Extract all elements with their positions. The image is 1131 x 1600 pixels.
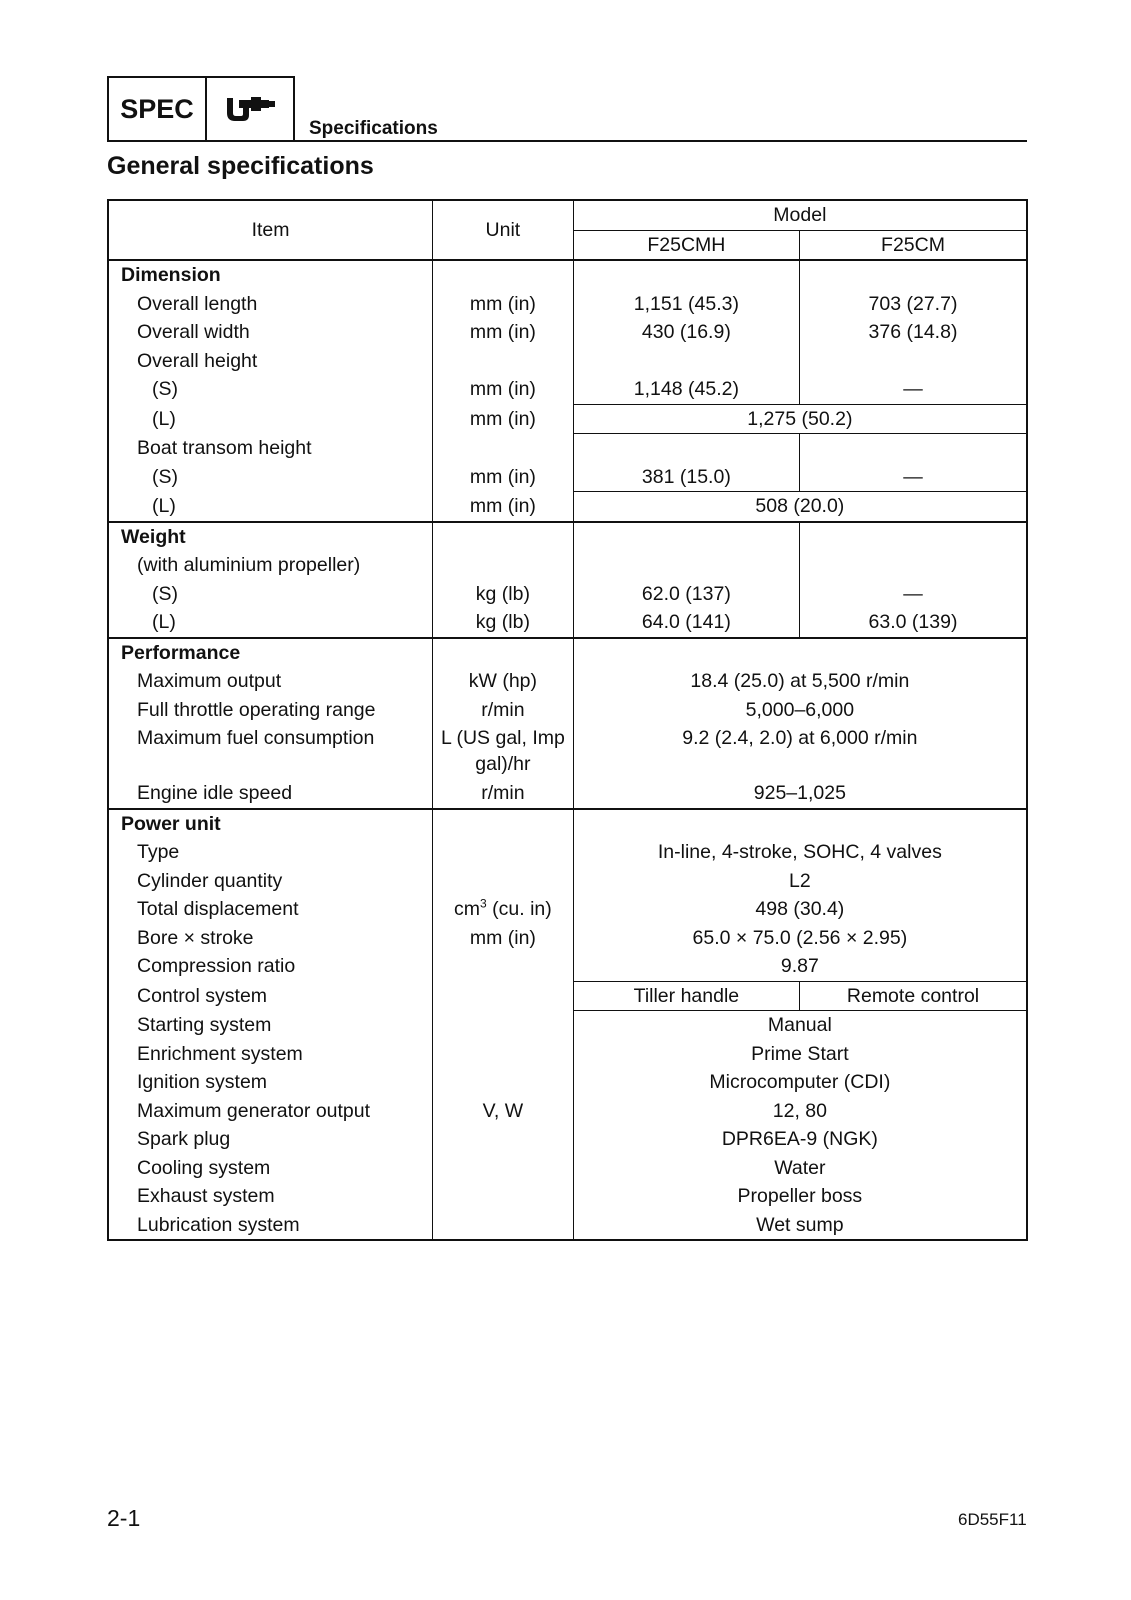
row-unit: kg (lb) bbox=[433, 608, 574, 638]
value-f25cm: — bbox=[800, 375, 1027, 404]
row-label: Lubrication system bbox=[108, 1211, 433, 1241]
spec-label: SPEC bbox=[109, 78, 207, 140]
unit-suffix: (cu. in) bbox=[486, 898, 552, 920]
value-shared: 925–1,025 bbox=[573, 779, 1027, 809]
table-row bbox=[108, 608, 1027, 638]
value-shared: 508 (20.0) bbox=[573, 492, 1027, 522]
value-f25cmh: 381 (15.0) bbox=[573, 463, 799, 492]
caliper-icon-graphic bbox=[221, 93, 279, 125]
table-row bbox=[108, 463, 1027, 492]
table-row bbox=[108, 1125, 1027, 1154]
header-title: Specifications bbox=[309, 118, 438, 139]
general-specifications-table bbox=[107, 199, 1028, 1241]
row-unit: kW (hp) bbox=[433, 667, 574, 696]
value-f25cm: Remote control bbox=[800, 981, 1027, 1011]
table-row bbox=[108, 580, 1027, 609]
row-label: Cooling system bbox=[108, 1154, 433, 1183]
value-shared: L2 bbox=[573, 867, 1027, 896]
value-f25cmh: 62.0 (137) bbox=[573, 580, 799, 609]
table-row bbox=[108, 1154, 1027, 1183]
row-label: (with aluminium propeller) bbox=[108, 551, 433, 580]
row-label: Overall length bbox=[108, 290, 433, 319]
header-rule bbox=[295, 140, 1027, 142]
header-model-f25cmh: F25CMH bbox=[573, 230, 799, 260]
row-label: Exhaust system bbox=[108, 1182, 433, 1211]
page-header bbox=[107, 76, 1027, 144]
table-row bbox=[108, 492, 1027, 522]
header-unit: Unit bbox=[433, 200, 574, 260]
value-shared: DPR6EA-9 (NGK) bbox=[573, 1125, 1027, 1154]
value-f25cmh: 1,148 (45.2) bbox=[573, 375, 799, 404]
group-performance: Performance bbox=[108, 638, 433, 668]
row-label: Maximum output bbox=[108, 667, 433, 696]
row-label: (S) bbox=[108, 375, 433, 404]
row-label: Overall width bbox=[108, 318, 433, 347]
table-row bbox=[108, 638, 1027, 668]
group-power-unit: Power unit bbox=[108, 809, 433, 839]
row-label: Total displacement bbox=[108, 895, 433, 924]
value-shared: Manual bbox=[573, 1011, 1027, 1040]
value-shared: 5,000–6,000 bbox=[573, 696, 1027, 725]
row-label: Bore × stroke bbox=[108, 924, 433, 953]
row-unit: mm (in) bbox=[433, 375, 574, 404]
value-shared: Prime Start bbox=[573, 1040, 1027, 1069]
page-number: 2-1 bbox=[107, 1505, 141, 1531]
value-f25cm: 703 (27.7) bbox=[800, 290, 1027, 319]
table-row bbox=[108, 981, 1027, 1011]
row-label: Enrichment system bbox=[108, 1040, 433, 1069]
table-row bbox=[108, 290, 1027, 319]
section-title: General specifications bbox=[107, 152, 374, 180]
spec-table-wrapper bbox=[107, 199, 1028, 1241]
table-row bbox=[108, 1011, 1027, 1040]
row-label: (L) bbox=[108, 492, 433, 522]
row-label: Compression ratio bbox=[108, 952, 433, 981]
row-unit: mm (in) bbox=[433, 290, 574, 319]
row-label: Ignition system bbox=[108, 1068, 433, 1097]
table-row bbox=[108, 724, 1027, 779]
table-row bbox=[108, 667, 1027, 696]
table-row bbox=[108, 434, 1027, 463]
value-shared: Propeller boss bbox=[573, 1182, 1027, 1211]
row-unit: mm (in) bbox=[433, 404, 574, 434]
value-f25cmh: 64.0 (141) bbox=[573, 608, 799, 638]
table-row bbox=[108, 1040, 1027, 1069]
row-label: Cylinder quantity bbox=[108, 867, 433, 896]
value-shared: 12, 80 bbox=[573, 1097, 1027, 1126]
document-code: 6D55F11 bbox=[958, 1510, 1027, 1529]
row-label: Overall height bbox=[108, 347, 433, 376]
table-row bbox=[108, 551, 1027, 580]
row-label: Maximum fuel consumption bbox=[108, 724, 433, 779]
row-unit: r/min bbox=[433, 696, 574, 725]
row-unit: r/min bbox=[433, 779, 574, 809]
value-f25cmh: Tiller handle bbox=[573, 981, 799, 1011]
value-f25cm: 63.0 (139) bbox=[800, 608, 1027, 638]
spec-badge bbox=[107, 76, 295, 142]
value-shared: 65.0 × 75.0 (2.56 × 2.95) bbox=[573, 924, 1027, 953]
row-label: (L) bbox=[108, 404, 433, 434]
table-row bbox=[108, 522, 1027, 552]
row-unit: mm (in) bbox=[433, 463, 574, 492]
table-row bbox=[108, 952, 1027, 981]
value-shared: In-line, 4-stroke, SOHC, 4 valves bbox=[573, 838, 1027, 867]
value-shared: 9.2 (2.4, 2.0) at 6,000 r/min bbox=[573, 724, 1027, 779]
row-unit: mm (in) bbox=[433, 924, 574, 953]
table-row bbox=[108, 895, 1027, 924]
row-label: Engine idle speed bbox=[108, 779, 433, 809]
table-row bbox=[108, 838, 1027, 867]
row-unit: L (US gal, Imp gal)/hr bbox=[433, 724, 574, 779]
row-label: Boat transom height bbox=[108, 434, 433, 463]
table-row bbox=[108, 924, 1027, 953]
table-row bbox=[108, 260, 1027, 290]
header-model: Model bbox=[573, 200, 1027, 230]
row-label: (S) bbox=[108, 580, 433, 609]
table-row bbox=[108, 1068, 1027, 1097]
row-unit: kg (lb) bbox=[433, 580, 574, 609]
value-f25cm: — bbox=[800, 463, 1027, 492]
value-shared: Microcomputer (CDI) bbox=[573, 1068, 1027, 1097]
value-shared: 1,275 (50.2) bbox=[573, 404, 1027, 434]
value-shared: Water bbox=[573, 1154, 1027, 1183]
value-shared: 18.4 (25.0) at 5,500 r/min bbox=[573, 667, 1027, 696]
table-row bbox=[108, 809, 1027, 839]
value-shared: Wet sump bbox=[573, 1211, 1027, 1241]
table-row bbox=[108, 779, 1027, 809]
value-shared: 498 (30.4) bbox=[573, 895, 1027, 924]
table-row bbox=[108, 1182, 1027, 1211]
unit-prefix: cm bbox=[454, 898, 481, 920]
header-item: Item bbox=[108, 200, 433, 260]
row-unit bbox=[433, 895, 574, 924]
value-shared: 9.87 bbox=[573, 952, 1027, 981]
table-row bbox=[108, 1211, 1027, 1241]
table-row bbox=[108, 696, 1027, 725]
table-header-row bbox=[108, 200, 1027, 230]
row-label: Spark plug bbox=[108, 1125, 433, 1154]
row-label: (L) bbox=[108, 608, 433, 638]
row-label: Type bbox=[108, 838, 433, 867]
value-f25cmh: 1,151 (45.3) bbox=[573, 290, 799, 319]
table-row bbox=[108, 318, 1027, 347]
row-unit: mm (in) bbox=[433, 492, 574, 522]
row-label: Starting system bbox=[108, 1011, 433, 1040]
table-row bbox=[108, 867, 1027, 896]
table-row bbox=[108, 375, 1027, 404]
caliper-icon bbox=[207, 78, 293, 140]
row-label: (S) bbox=[108, 463, 433, 492]
group-weight: Weight bbox=[108, 522, 433, 552]
row-label: Full throttle operating range bbox=[108, 696, 433, 725]
value-f25cmh: 430 (16.9) bbox=[573, 318, 799, 347]
table-row bbox=[108, 404, 1027, 434]
row-unit: mm (in) bbox=[433, 318, 574, 347]
unit-superscript: 3 bbox=[480, 896, 487, 911]
row-label: Control system bbox=[108, 981, 433, 1011]
value-f25cm: — bbox=[800, 580, 1027, 609]
table-row bbox=[108, 347, 1027, 376]
table-row bbox=[108, 1097, 1027, 1126]
value-f25cm: 376 (14.8) bbox=[800, 318, 1027, 347]
group-dimension: Dimension bbox=[108, 260, 433, 290]
row-unit: V, W bbox=[433, 1097, 574, 1126]
header-model-f25cm: F25CM bbox=[800, 230, 1027, 260]
row-label: Maximum generator output bbox=[108, 1097, 433, 1126]
